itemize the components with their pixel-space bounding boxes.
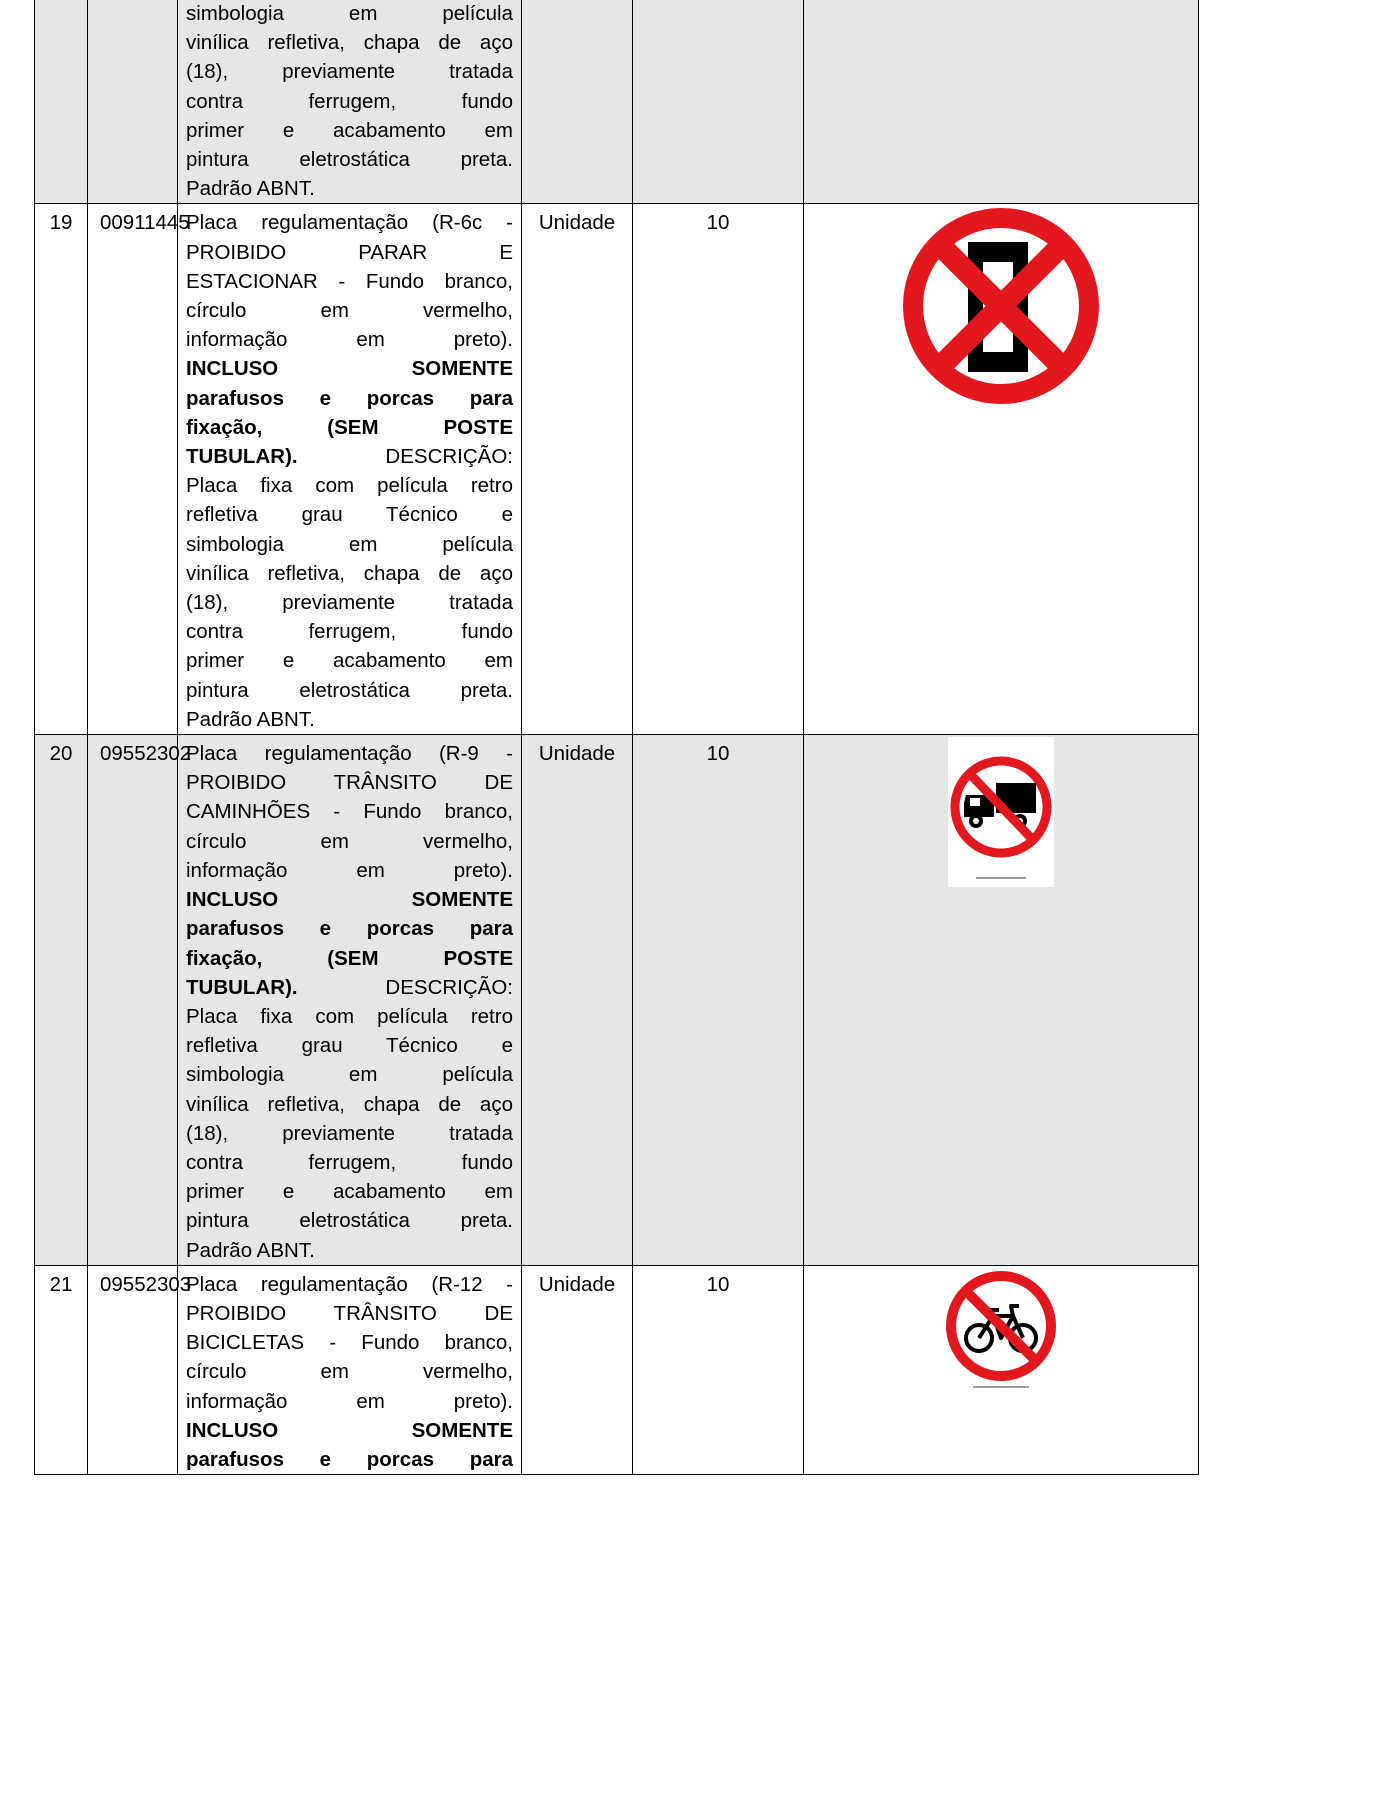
desc-line: informação em preto). xyxy=(186,858,513,882)
desc-line: Padrão ABNT. xyxy=(186,177,315,201)
unit-cell: Unidade xyxy=(522,735,633,1266)
desc-line: simbologia em película xyxy=(186,2,513,25)
desc-line: Padrão ABNT. xyxy=(186,707,315,731)
code-cell: 09552302 xyxy=(88,735,178,1266)
desc-line: simbologia em película xyxy=(186,532,513,556)
description-cell xyxy=(178,204,522,735)
desc-line: (18), previamente tratada xyxy=(186,591,513,615)
item-number-cell xyxy=(35,0,88,204)
image-cell xyxy=(804,1265,1199,1474)
code-cell: 09552303 xyxy=(88,1265,178,1474)
desc-line: Placa regulamentação (R-6c - xyxy=(186,211,513,235)
desc-line: círculo em vermelho, xyxy=(186,299,513,323)
image-cell xyxy=(804,735,1199,1266)
desc-line: ESTACIONAR - Fundo branco, xyxy=(186,269,513,293)
no-trucks-sign-icon xyxy=(948,737,1054,887)
desc-line: primer e acabamento em xyxy=(186,118,513,142)
description-cell xyxy=(178,1265,522,1474)
desc-bold-fragment: TUBULAR). xyxy=(186,975,298,999)
desc-line: Padrão ABNT. xyxy=(186,1238,315,1262)
quantity-cell xyxy=(633,0,804,204)
image-cell xyxy=(804,0,1199,204)
desc-line: informação em preto). xyxy=(186,1389,513,1413)
desc-line-bold: parafusos e porcas para xyxy=(186,386,513,410)
desc-line: refletiva grau Técnico e xyxy=(186,1034,513,1058)
item-number-cell: 20 xyxy=(35,735,88,1266)
code-cell: 00911445 xyxy=(88,204,178,735)
desc-line: informação em preto). xyxy=(186,328,513,352)
desc-line-bold: INCLUSO SOMENTE xyxy=(186,888,513,912)
desc-line-bold: INCLUSO SOMENTE xyxy=(186,1418,513,1442)
table-row xyxy=(35,735,1199,1266)
unit-cell: Unidade xyxy=(522,1265,633,1474)
desc-line: vinílica refletiva, chapa de aço xyxy=(186,31,513,55)
desc-line: simbologia em película xyxy=(186,1063,513,1087)
desc-normal-fragment: DESCRIÇÃO: xyxy=(385,445,513,469)
desc-line: (18), previamente tratada xyxy=(186,60,513,84)
desc-line: refletiva grau Técnico e xyxy=(186,503,513,527)
desc-line: contra ferrugem, fundo xyxy=(186,89,513,113)
desc-line: PROIBIDO TRÂNSITO DE xyxy=(186,771,513,795)
desc-line-mixed xyxy=(186,442,513,471)
desc-line: Placa regulamentação (R-9 - xyxy=(186,742,513,766)
no-stopping-parking-sign-icon xyxy=(901,206,1101,406)
desc-normal-fragment: DESCRIÇÃO: xyxy=(385,975,513,999)
table-row xyxy=(35,1265,1199,1474)
desc-line: primer e acabamento em xyxy=(186,649,513,673)
desc-line: pintura eletrostática preta. xyxy=(186,678,513,702)
quantity-cell: 10 xyxy=(633,735,804,1266)
desc-line: vinílica refletiva, chapa de aço xyxy=(186,561,513,585)
unit-cell: Unidade xyxy=(522,204,633,735)
desc-line-bold: parafusos e porcas para xyxy=(186,1447,513,1471)
desc-line: círculo em vermelho, xyxy=(186,829,513,853)
desc-line: (18), previamente tratada xyxy=(186,1121,513,1145)
table-row xyxy=(35,0,1199,204)
desc-line: PROIBIDO TRÂNSITO DE xyxy=(186,1301,513,1325)
desc-line: Placa fixa com película retro xyxy=(186,1004,513,1028)
code-cell xyxy=(88,0,178,204)
description-cell xyxy=(178,0,522,204)
desc-line: contra ferrugem, fundo xyxy=(186,620,513,644)
desc-line: círculo em vermelho, xyxy=(186,1360,513,1384)
item-number-cell: 19 xyxy=(35,204,88,735)
desc-line-bold: parafusos e porcas para xyxy=(186,917,513,941)
quantity-cell: 10 xyxy=(633,1265,804,1474)
desc-line: pintura eletrostática preta. xyxy=(186,1209,513,1233)
no-bicycles-sign-icon xyxy=(943,1268,1059,1394)
desc-line-bold: fixação, (SEM POSTE xyxy=(186,415,513,439)
desc-line: Placa fixa com película retro xyxy=(186,474,513,498)
desc-line-mixed xyxy=(186,973,513,1002)
item-number-cell: 21 xyxy=(35,1265,88,1474)
desc-line: contra ferrugem, fundo xyxy=(186,1150,513,1174)
desc-line-bold: INCLUSO SOMENTE xyxy=(186,357,513,381)
desc-bold-fragment: TUBULAR). xyxy=(186,445,298,469)
desc-line: pintura eletrostática preta. xyxy=(186,148,513,172)
image-cell xyxy=(804,204,1199,735)
desc-line: vinílica refletiva, chapa de aço xyxy=(186,1092,513,1116)
table-row xyxy=(35,204,1199,735)
unit-cell xyxy=(522,0,633,204)
desc-line: CAMINHÕES - Fundo branco, xyxy=(186,800,513,824)
items-table xyxy=(34,0,1199,1475)
desc-line: Placa regulamentação (R-12 - xyxy=(186,1272,513,1296)
description-cell xyxy=(178,735,522,1266)
desc-line-bold: fixação, (SEM POSTE xyxy=(186,946,513,970)
desc-line: BICICLETAS - Fundo branco, xyxy=(186,1331,513,1355)
desc-line: primer e acabamento em xyxy=(186,1180,513,1204)
desc-line: PROIBIDO PARAR E xyxy=(186,240,513,264)
quantity-cell: 10 xyxy=(633,204,804,735)
